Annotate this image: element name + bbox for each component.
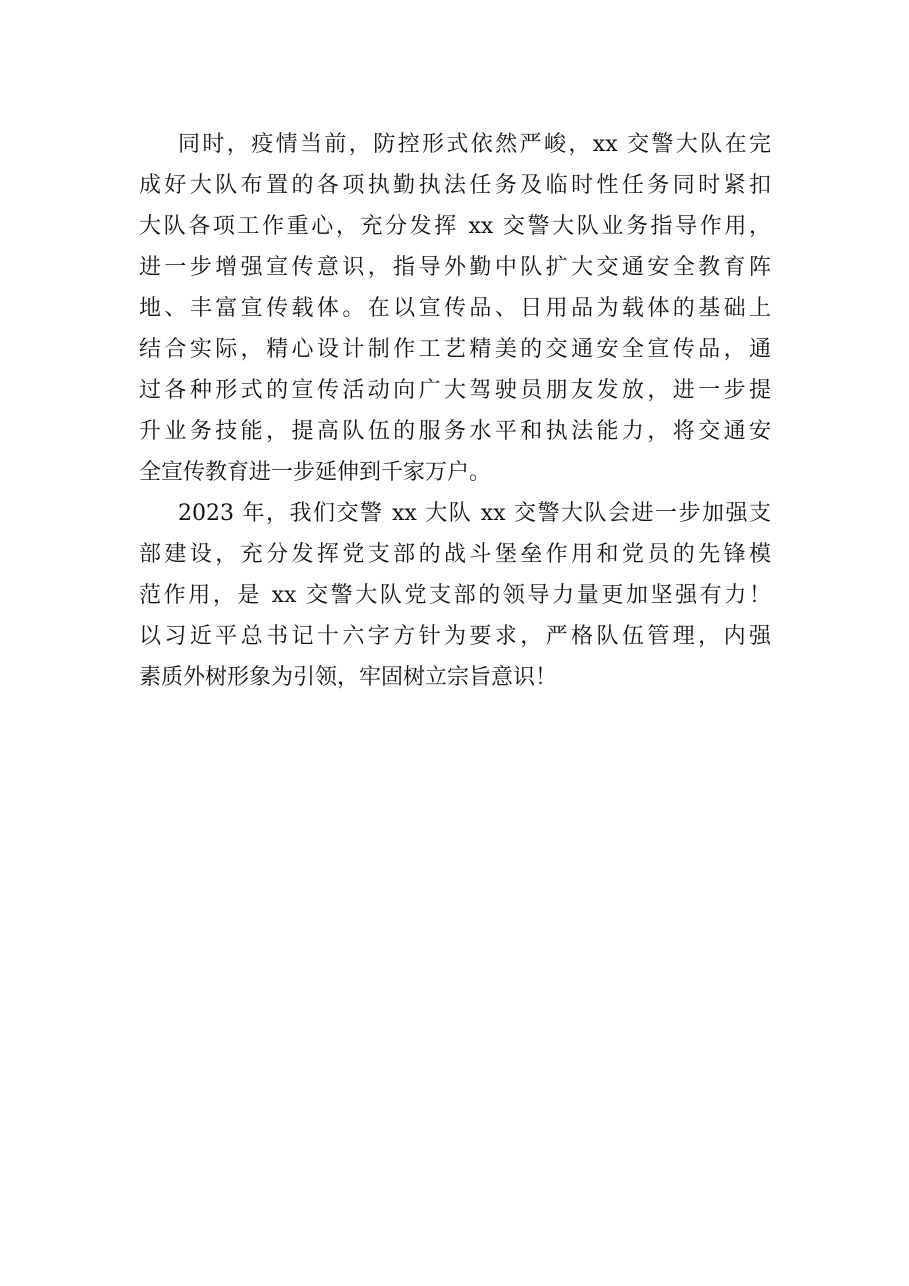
paragraph-line: 同时，疫情当前，防控形式依然严峻，xx 交警大队在完 xyxy=(178,132,771,157)
paragraph-line: 大队各项工作重心，充分发挥 xx 交警大队业务指导作用， xyxy=(139,214,771,239)
paragraph-line: 升业务技能，提高队伍的服务水平和执法能力，将交通安 xyxy=(139,419,771,444)
paragraph-line: 过各种形式的宣传活动向广大驾驶员朋友发放，进一步提 xyxy=(139,378,771,403)
paragraph-1 xyxy=(139,124,771,493)
paragraph-line: 范作用，是 xx 交警大队党支部的领导力量更加坚强有力！ xyxy=(139,583,771,608)
paragraph-line: 结合实际，精心设计制作工艺精美的交通安全宣传品，通 xyxy=(139,337,771,362)
paragraph-line: 全宣传教育进一步延伸到千家万户。 xyxy=(139,460,492,485)
paragraph-line: 地、丰富宣传载体。在以宣传品、日用品为载体的基础上 xyxy=(139,296,771,321)
paragraph-line: 2023 年，我们交警 xx 大队 xx 交警大队会进一步加强支 xyxy=(178,501,771,526)
paragraph-2 xyxy=(139,493,771,698)
document-body xyxy=(139,124,771,698)
paragraph-line: 素质外树形象为引领，牢固树立宗旨意识！ xyxy=(139,665,558,690)
paragraph-line: 进一步增强宣传意识，指导外勤中队扩大交通安全教育阵 xyxy=(139,255,771,280)
paragraph-line: 成好大队布置的各项执勤执法任务及临时性任务同时紧扣 xyxy=(139,173,771,198)
paragraph-line: 部建设，充分发挥党支部的战斗堡垒作用和党员的先锋模 xyxy=(139,542,771,567)
paragraph-line: 以习近平总书记十六字方针为要求，严格队伍管理，内强 xyxy=(139,624,771,649)
